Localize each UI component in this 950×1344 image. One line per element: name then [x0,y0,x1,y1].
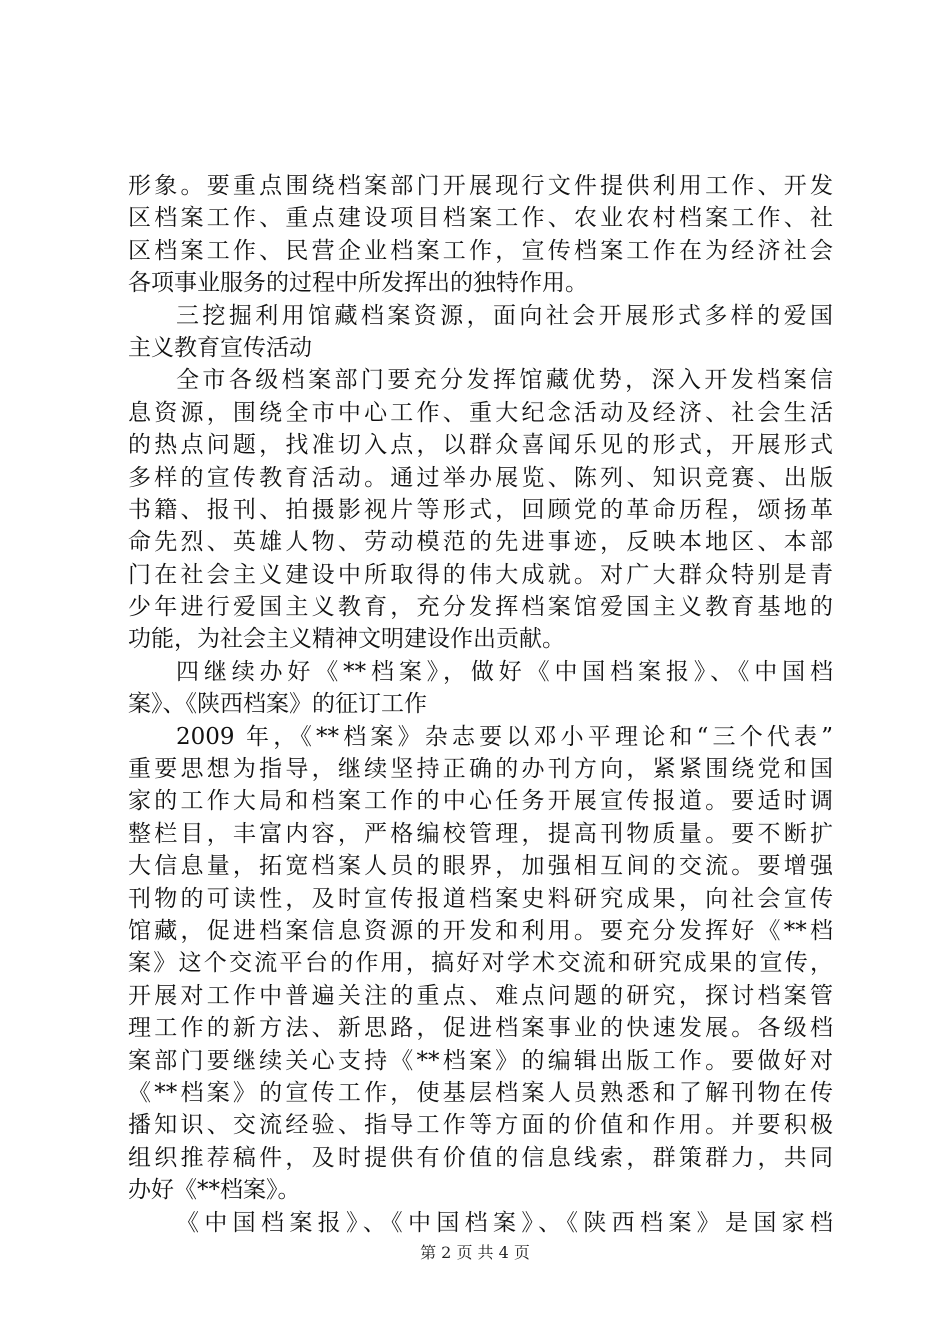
text-line: 息资源，围绕全市中心工作、重大纪念活动及经济、社会生活 [128,399,833,426]
text-line: 书籍、报刊、拍摄影视片等形式，回顾党的革命历程，颂扬革 [128,496,833,523]
text-line: 少年进行爱国主义教育，充分发挥档案馆爱国主义教育基地的 [128,594,833,621]
text-line: 多样的宣传教育活动。通过举办展览、陈列、知识竞赛、出版 [128,464,833,491]
text-line: 家的工作大局和档案工作的中心任务开展宣传报道。要适时调 [128,788,833,815]
text-line: 命先烈、英雄人物、劳动模范的先进事迹，反映本地区、本部 [128,529,833,556]
text-line: 区档案工作、重点建设项目档案工作、农业农村档案工作、社 [128,205,833,232]
text-line: 办好《**档案》。 [128,1177,301,1204]
text-line: 刊物的可读性，及时宣传报道档案史料研究成果，向社会宣传 [128,885,833,912]
text-line: 的热点问题，找准切入点，以群众喜闻乐见的形式，开展形式 [128,432,833,459]
text-line: 功能，为社会主义精神文明建设作出贡献。 [128,626,565,653]
text-line: 《**档案》的宣传工作，使基层档案人员熟悉和了解刊物在传 [128,1079,833,1106]
text-line: 三挖掘利用馆藏档案资源，面向社会开展形式多样的爱国 [176,302,833,329]
text-line: 主义教育宣传活动 [128,334,312,361]
text-line: 《中国档案报》、《中国档案》、《陕西档案》是国家档 [176,1209,833,1236]
text-line: 馆藏，促进档案信息资源的开发和利用。要充分发挥好《**档 [128,917,833,944]
page-footer: 第 2 页 共 4 页 [420,1243,530,1262]
text-line: 开展对工作中普遍关注的重点、难点问题的研究，探讨档案管 [128,982,833,1009]
text-line: 重要思想为指导，继续坚持正确的办刊方向，紧紧围绕党和国 [128,756,833,783]
text-line: 各项事业服务的过程中所发挥出的独特作用。 [128,270,588,297]
text-line: 门在社会主义建设中所取得的伟大成就。对广大群众特别是青 [128,561,833,588]
text-line: 区档案工作、民营企业档案工作，宣传档案工作在为经济社会 [128,237,833,264]
text-line: 案》这个交流平台的作用，搞好对学术交流和研究成果的宣传， [128,950,833,977]
text-line: 四继续办好《**档案》，做好《中国档案报》、《中国档 [176,658,833,685]
body-text [128,170,833,1239]
text-line: 大信息量，拓宽档案人员的眼界，加强相互间的交流。要增强 [128,853,833,880]
text-line: 播知识、交流经验、指导工作等方面的价值和作用。并要积极 [128,1112,833,1139]
text-line: 整栏目，丰富内容，严格编校管理，提高刊物质量。要不断扩 [128,820,833,847]
text-line: 组织推荐稿件，及时提供有价值的信息线索，群策群力，共同 [128,1144,833,1171]
text-line: 2009 年，《**档案》杂志要以邓小平理论和“三个代表” [176,723,833,750]
text-line: 理工作的新方法、新思路，促进档案事业的快速发展。各级档 [128,1015,833,1042]
text-line: 形象。要重点围绕档案部门开展现行文件提供利用工作、开发 [128,173,833,199]
text-line: 案》、《陕西档案》的征订工作 [128,691,427,718]
text-line: 案部门要继续关心支持《**档案》的编辑出版工作。要做好对 [128,1047,833,1074]
text-line: 全市各级档案部门要充分发挥馆藏优势，深入开发档案信 [176,367,833,394]
